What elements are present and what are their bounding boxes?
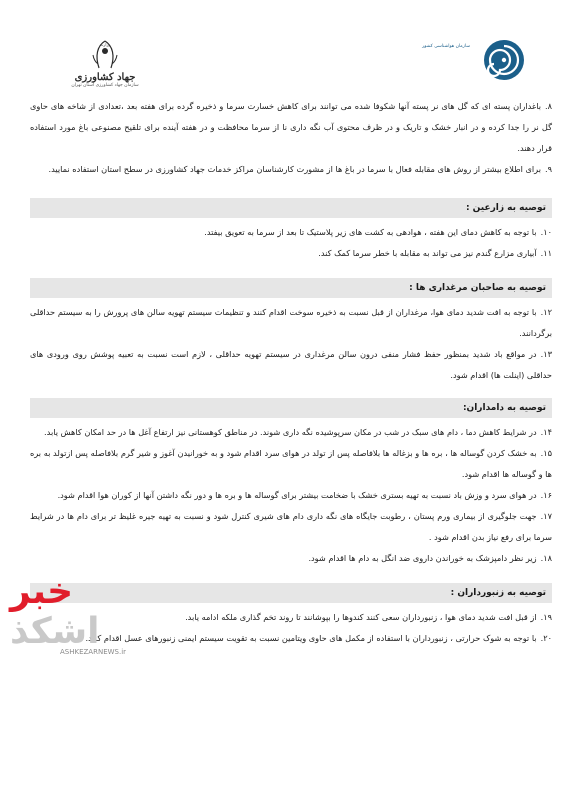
watermark-red-text: خبر	[10, 571, 74, 612]
svg-text:وزارت: وزارت	[99, 42, 111, 47]
ashkezar-news-watermark	[10, 571, 160, 656]
item-number: ۱۵.	[540, 448, 552, 458]
recommendation-item	[30, 485, 552, 506]
item-text: با توجه به افت شدید دمای هوا، مرغداران از قبل نسبت به ذخیره سوخت اقدام کنند و تنظیمات سیستم تهویه سالن های پرورش را به سیستم حداقلی برگردانند.	[30, 307, 552, 338]
section-heading: توصیه به زارعین :	[30, 198, 552, 218]
recommendation-item	[30, 548, 552, 569]
page-header	[0, 0, 566, 95]
watermark-brand	[10, 572, 160, 652]
item-text: در شرایط کاهش دما ، دام های سبک در شب در مکان سرپوشیده نگه داری شوند. در مناطق کوهستانی نیز ارتفاع آغل ها در حد امکان کاهش یابد.	[44, 427, 537, 437]
item-number: ۱۰.	[540, 227, 552, 237]
item-text: با توجه به کاهش دمای این هفته ، هوادهی به کشت های زیر پلاستیک تا بعد از سرما به تعویق بیفتد.	[204, 227, 537, 237]
item-number: ۱۱.	[540, 248, 552, 258]
meteorology-logo	[416, 36, 526, 86]
item-number: ۱۴.	[540, 427, 552, 437]
item-text: با توجه به شوک حرارتی ، زنبورداران با استفاده از مکمل های حاوی ویتامین نسبت به تقویت سیستم ایمنی زنبورهای عسل اقدام کنند.	[85, 633, 537, 643]
item-number: ۲۰.	[540, 633, 552, 643]
recommendation-item	[30, 344, 552, 386]
section-heading: توصیه به صاحبان مرغداری ها :	[30, 278, 552, 298]
item-text: در هوای سرد و وزش باد نسبت به تهیه بستری خشک با ضخامت بیشتر برای گوساله ها و بره ها و دور نگه داشتن آنها از کوران هوا اقدام شود.	[57, 490, 537, 500]
recommendation-item	[30, 243, 552, 264]
recommendation-item	[30, 302, 552, 344]
recommendation-item	[30, 422, 552, 443]
item-text: از قبل افت شدید دمای هوا ، زنبورداران سعی کنند کندوها را بپوشانند تا روند تخم گذاری ملکه ادامه یابد.	[185, 612, 537, 622]
item-text: آبیاری مزارع گندم نیز می تواند به مقابله با خطر سرما کمک کند.	[318, 248, 537, 258]
item-number: ۱۲.	[540, 307, 552, 317]
item-text: باغداران پسته ای که گل های نر پسته آنها شکوفا شده می توانند برای کاهش خسارت سرما و ذخیره گرده برای هفته بعد ،تعدادی از شاخه های حاوی گل نر را جدا کرده و در انبار خشک و تاریک و در ظرف محتوی آب نگه داری نا از سرما محافظت و در هفته آینده برای تلقیح مصنوعی باغ مورد استفاده قرار دهند.	[30, 101, 552, 153]
meteorology-logo-text: سازمان هواشناسی کشور	[422, 44, 470, 49]
section-heading: توصیه به زنبورداران :	[30, 583, 552, 603]
recommendation-item	[30, 222, 552, 243]
document-body	[30, 96, 552, 649]
item-text: زیر نظر دامپزشک به خوراندن داروی ضد انگل به دام ها اقدام شود.	[308, 553, 537, 563]
watermark-gray-text: اشکذ	[10, 611, 100, 652]
recommendation-item	[30, 443, 552, 485]
item-number: ۸.	[544, 101, 552, 111]
item-number: ۹.	[544, 164, 552, 174]
spiral-logo-icon	[482, 36, 526, 82]
item-text: به خشک کردن گوساله ها ، بره ها و بزغاله ها بلافاصله پس از تولد در هوای سرد اقدام شود و به خورانیدن آغوز و شیر گرم بلافاصله پس ازتولد به بره ها و گوساله ها اقدام شود.	[30, 448, 552, 479]
item-number: ۱۹.	[540, 612, 552, 622]
recommendation-item	[30, 159, 552, 180]
item-text: در مواقع باد شدید بمنظور حفظ فشار منفی درون سالن مرغداری در سیستم تهویه حداقلی ، لازم است نسبت به تعبیه پوشش روی ورودی های حداقلی (اینلت ها) اقدام شود.	[30, 349, 552, 380]
item-number: ۱۶.	[540, 490, 552, 500]
recommendation-item	[30, 96, 552, 159]
item-text: جهت جلوگیری از بیماری ورم پستان ، رطوبت جایگاه های نگه داری دام های شیری کنترل شود و نسبت به تهیه جیره غلیظ تر برای دام ها در شرایط سرما برای رفع نیاز بدن اقدام شود .	[30, 511, 552, 542]
logo-title: جهاد کشاورزی	[74, 72, 136, 83]
logo-subtitle: سازمان جهاد کشاورزی استان تهران	[71, 83, 139, 88]
jihad-agriculture-logo	[60, 38, 150, 88]
wheat-emblem-icon	[85, 38, 125, 74]
recommendation-item	[30, 506, 552, 548]
item-number: ۱۸.	[540, 553, 552, 563]
item-text: برای اطلاع بیشتر از روش های مقابله فعال با سرما در باغ ها از مشورت کارشناسان مراکز خدمات جهاد کشاورزی در سطح استان استفاده نمایید.	[48, 164, 541, 174]
watermark-url: ASHKEZARNEWS.ir	[60, 648, 127, 656]
item-number: ۱۳.	[540, 349, 552, 359]
section-heading: توصیه به دامداران:	[30, 398, 552, 418]
item-number: ۱۷.	[540, 511, 552, 521]
